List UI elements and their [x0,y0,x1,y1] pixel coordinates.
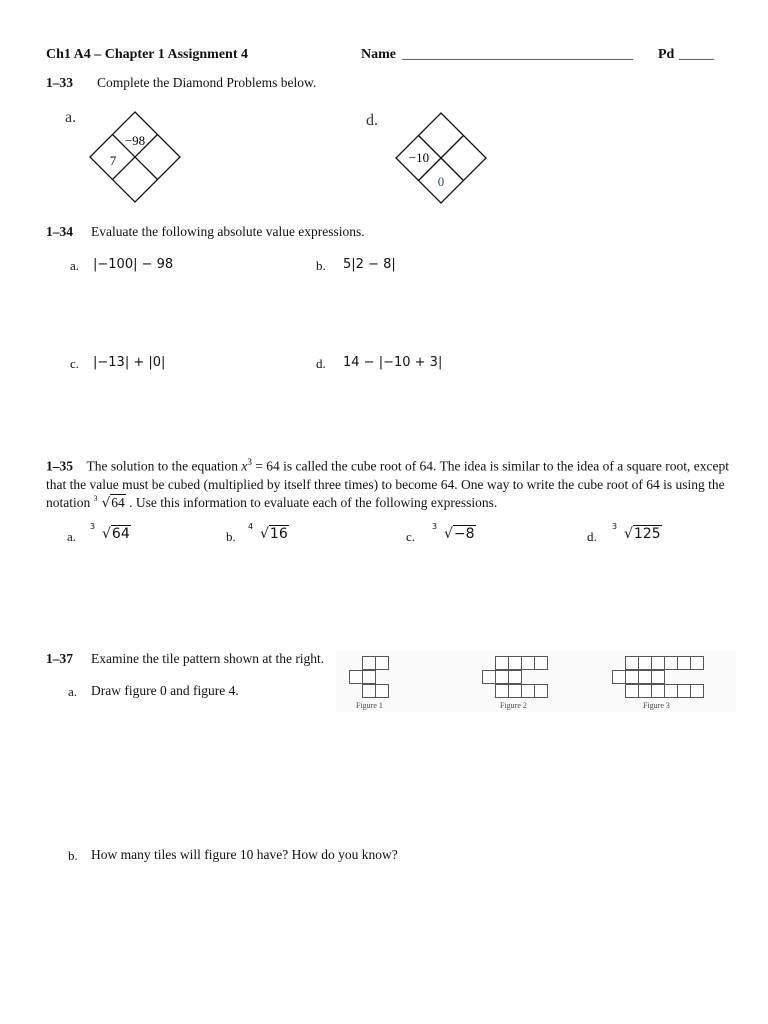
abs-c-label: c. [70,356,80,371]
problem-number-1-37: 1–37 [46,651,73,666]
root-b-label: b. [226,529,236,544]
tile-figure-2 [481,656,551,700]
root-a-label: a. [67,529,77,544]
name-blank[interactable]: _________________________________ [402,47,633,62]
problem-1-35-text [46,453,736,512]
part-a-label: a. [68,684,78,699]
figure-1-caption: Figure 1 [356,701,383,710]
radical-icon: √ [102,526,111,542]
abs-c-expression: |−13| + |0| [93,355,166,370]
equation-variable: x [241,458,248,474]
equation-exponent: 3 [247,457,252,467]
figure-3-caption: Figure 3 [643,701,670,710]
abs-a-expression: |−100| − 98 [93,257,174,272]
assignment-title: Ch1 A4 – Chapter 1 Assignment 4 [46,47,248,62]
abs-d-label: d. [316,356,326,371]
abs-b-expression: 5|2 − 8| [343,257,396,272]
problem-1-33-prompt: Complete the Diamond Problems below. [97,75,317,90]
diamond-a [88,110,184,206]
root-d-value: 125 [633,526,661,542]
problem-1-35-text-part1: The solution to the equation [86,458,242,474]
root-c-expression [432,522,476,542]
root-b-value: 16 [269,526,288,542]
abs-d-expression: 14 − |−10 + 3| [343,355,443,370]
abs-b-label: b. [316,258,326,273]
diamond-a-label: a. [65,109,77,126]
root-d-expression [612,522,662,542]
diamond-d [394,111,490,207]
root-a-expression [90,522,131,542]
radical-icon: √ [444,526,453,542]
tile-figure-3 [611,656,707,700]
radical-icon: √ [101,494,111,511]
diamond-d-label: d. [366,112,378,129]
root-a-index: 3 [90,522,96,531]
abs-a-label: a. [70,258,80,273]
cube-root-notation [94,494,126,512]
problem-1-35-text-part2: is called the cube root of 64. The idea is similar to the idea of a square root, except that the value must be cubed (multiplied by itself three times) to become 64. One way to write the cube root of 64 is using the notation [46,458,729,510]
part-a-text: Draw figure 0 and figure 4. [91,683,239,698]
name-label: Name [361,47,396,62]
period-blank[interactable]: _____ [679,47,714,62]
diamond-a-left-value: 7 [109,153,117,168]
root-d-index: 3 [612,522,618,531]
root-c-label: c. [406,529,416,544]
problem-1-34-prompt: Evaluate the following absolute value expressions. [91,224,365,239]
problem-number-1-34: 1–34 [46,224,73,239]
part-b-label: b. [68,848,78,863]
root-a-value: 64 [111,526,130,542]
problem-1-37-prompt: Examine the tile pattern shown at the right. [91,651,325,666]
radical-index: 3 [93,493,98,503]
root-b-expression [248,522,289,542]
root-c-value: −8 [453,526,475,542]
figure-2-caption: Figure 2 [500,701,527,710]
radical-icon: √ [260,526,269,542]
diamond-d-left-value: −10 [408,150,430,165]
tile-figure-1 [348,656,392,700]
problem-1-35-text-part3: . Use this information to evaluate each of the following expressions. [125,494,498,510]
equation-rest: = 64 [251,458,280,474]
problem-number-1-33: 1–33 [46,75,73,90]
period-label: Pd [658,47,675,62]
root-d-label: d. [587,529,597,544]
diamond-d-bottom-value: 0 [437,174,445,189]
root-b-index: 4 [248,522,254,531]
problem-number-1-35: 1–35 [46,458,73,474]
part-b-text: How many tiles will figure 10 have? How do you know? [91,847,398,862]
radical-value: 64 [111,494,125,510]
diamond-a-top-value: −98 [124,133,146,148]
root-c-index: 3 [432,522,438,531]
radical-icon: √ [624,526,633,542]
